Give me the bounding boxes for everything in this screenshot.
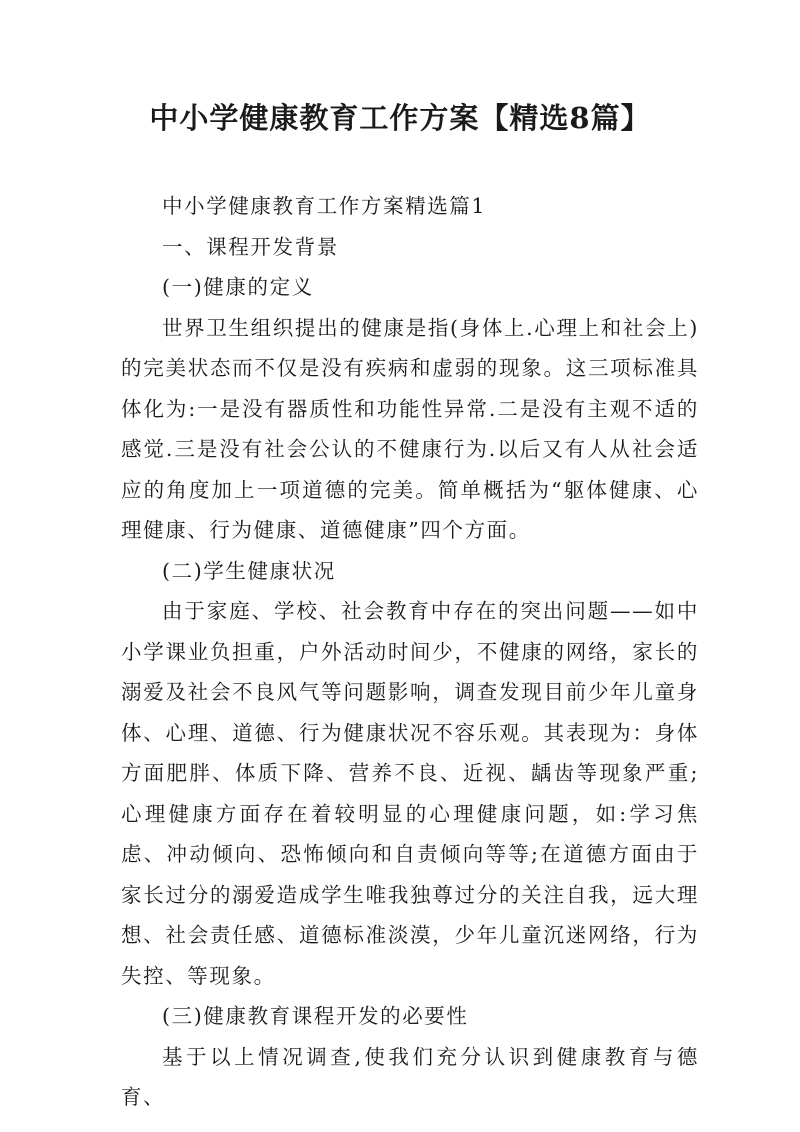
body-paragraph: 基于以上情况调查,使我们充分认识到健康教育与德育、 <box>121 1044 699 1109</box>
chapter-heading: 一、课程开发背景 <box>162 234 339 259</box>
subsection-heading: (二)学生健康状况 <box>162 558 336 583</box>
body-paragraph: 由于家庭、学校、社会教育中存在的突出问题——如中小学课业负担重，户外活动时间少，不健康的网络，家长的溺爱及社会不良风气等问题影响，调查发现目前少年儿童身体、心理、道德、行为健康状况不容乐观。其表现为：身体方面肥胖、体质下降、营养不良、近视、龋齿等现象严重;心理健康方面存在着较明显的心理健康问题，如:学习焦虑、冲动倾向、恐怖倾向和自责倾向等等;在道德方面由于家长过分的溺爱造成学生唯我独尊过分的关注自我，远大理想、社会责任感、道德标准淡漠，少年儿童沉迷网络，行为失控、等现象。 <box>121 599 699 988</box>
document-body <box>121 186 699 1118</box>
subsection-heading: (三)健康教育课程开发的必要性 <box>162 1004 469 1028</box>
section-heading: 中小学健康教育工作方案精选篇1 <box>162 194 487 218</box>
subsection-heading: (一)健康的定义 <box>162 275 314 299</box>
body-paragraph: 世界卫生组织提出的健康是指(身体上.心理上和社会上)的完美状态而不仅是没有疾病和虚弱的现象。这三项标准具体化为:一是没有器质性和功能性异常.二是没有主观不适的感觉.三是没有社会公认的不健康行为.以后又有人从社会适应的角度加上一项道德的完美。简单概括为“躯体健康、心理健康、行为健康、道德健康”四个方面。 <box>121 315 699 542</box>
document-title: 中小学健康教育工作方案【精选8篇】 <box>149 101 651 135</box>
